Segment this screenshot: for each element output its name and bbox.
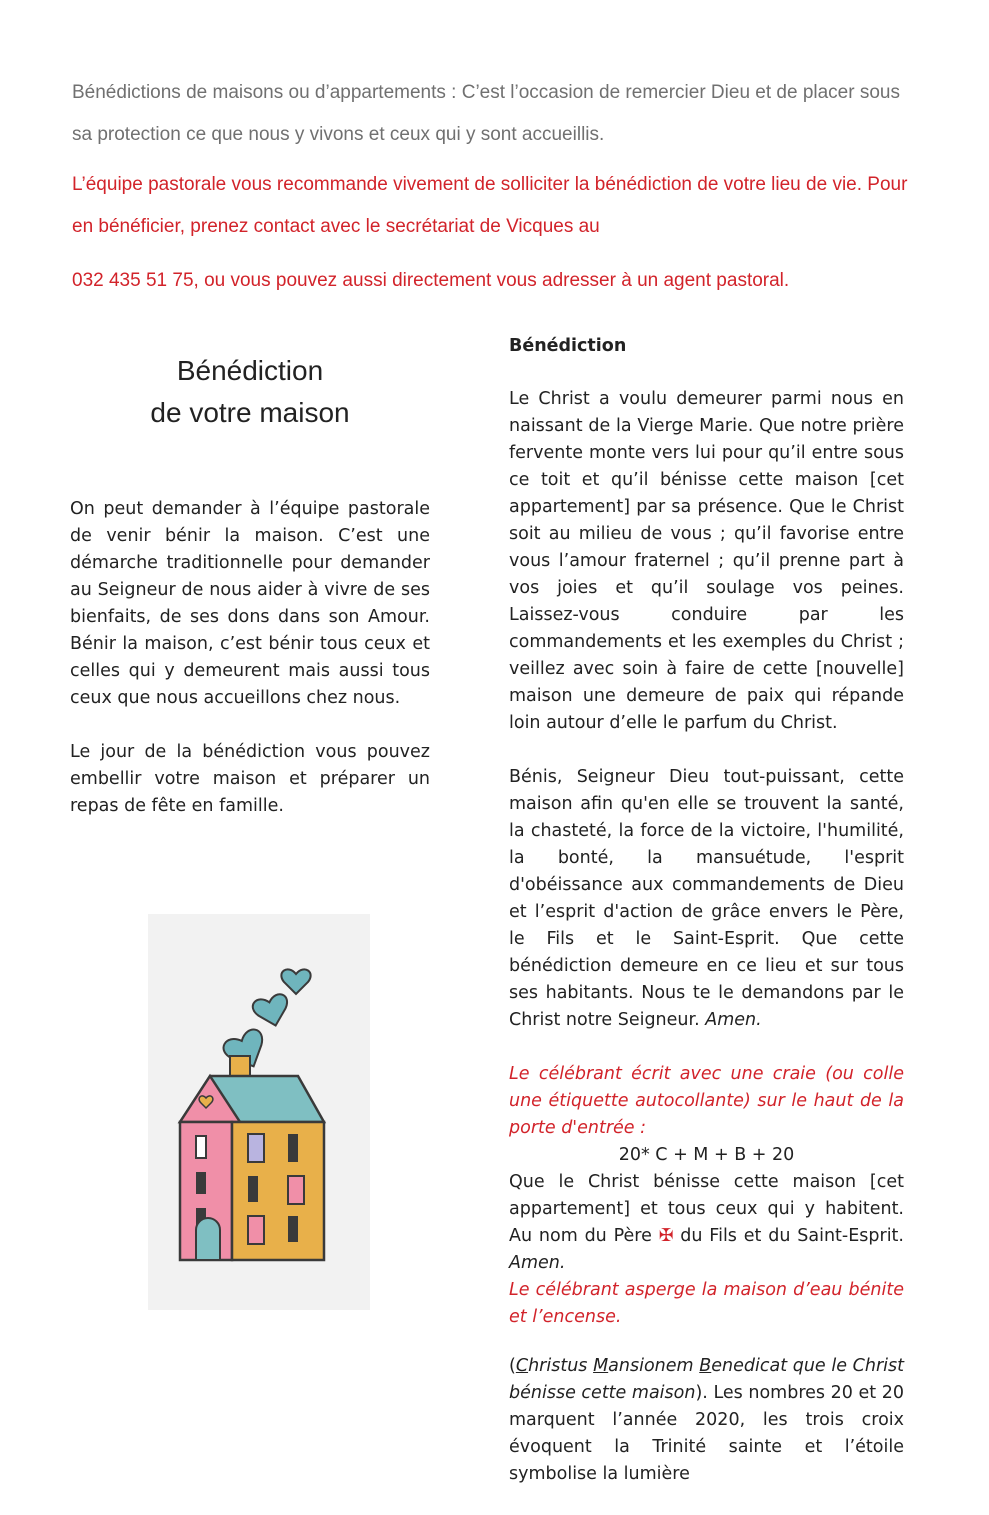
rubric-1: Le célébrant écrit avec une craie (ou colle une étiquette autocollante) sur le haut de la porte d'entrée : (509, 1064, 904, 1138)
latin-hristus: hristus (528, 1356, 594, 1376)
right-column (509, 333, 904, 1515)
intro-paragraph-3 (72, 260, 922, 302)
latin-ansionem: ansionem (608, 1356, 700, 1376)
right-paragraph-4 (509, 1353, 904, 1488)
intro-text-2: L’équipe pastorale vous recommande vivement de solliciter la bénédiction de votre lieu de vie. Pour en bénéficier, prenez contact avec le secrétariat de Vicques au (72, 174, 908, 237)
left-paragraph-1: On peut demander à l’équipe pastorale de venir bénir la maison. C’est une démarche traditionnelle pour demander au Seigneur de nous aider à vivre de ses bienfaits, de ses dons dans son Amour. Bénir la maison, c’est bénir tous ceux et celles qui y demeurent mais aussi tous ceux que nous accueillons chez nous. (70, 499, 430, 708)
latin-open: ( (509, 1356, 516, 1376)
latin-m: M (593, 1356, 609, 1376)
intro-paragraph-2 (72, 164, 922, 248)
intro-text-3: 032 435 51 75, ou vous pouvez aussi directement vous adresser à un agent pastoral. (72, 270, 790, 291)
right-paragraph-1: Le Christ a voulu demeurer parmi nous en naissant de la Vierge Marie. Que notre prière fervente monte vers lui pour qu’il entre sous ce toit et qu’il bénisse cette maison [cet appartement] par sa présence. Que le Christ soit au milieu de vous ; qu’il favorise entre vous l’amour fraternel ; qu’il prenne part à vos joies et qu’il soulage vos peines. Laissez-vous conduire par les commandements et les exemples du Christ ; veillez avec soin à faire de cette [nouvelle] maison une demeure de paix qui répande loin autour d’elle le parfum du Christ. (509, 389, 904, 733)
left-title (110, 350, 390, 434)
amen-text-2: Amen. (509, 1253, 566, 1273)
explanation-text: ). Les nombres 20 et 20 marquent l’année 2020, les trois croix évoquent la Trinité sainte et l’étoile symbolise la lumière (509, 1383, 905, 1484)
right-heading: Bénédiction (509, 336, 627, 356)
left-column (70, 496, 430, 847)
left-paragraph-2: Le jour de la bénédiction vous pouvez embellir votre maison et préparer un repas de fête en famille. (70, 742, 430, 816)
left-title-line-2: de votre maison (150, 397, 350, 428)
house-with-hearts-icon (148, 914, 370, 1310)
cross-icon: ✠ (658, 1226, 674, 1246)
right-paragraph-2 (509, 764, 904, 1034)
intro-paragraph-1 (72, 72, 922, 156)
intro-text-1: Bénédictions de maisons ou d’appartements : C’est l’occasion de remercier Dieu et de placer sous sa protection ce que nous y vivons et ceux qui y sont accueillis. (72, 82, 900, 145)
right-paragraph-3 (509, 1169, 904, 1277)
door-formula: 20* C + M + B + 20 (618, 1145, 795, 1165)
prayer-text: Bénis, Seigneur Dieu tout-puissant, cette maison afin qu'en elle se trouvent la santé, la chasteté, la force de la victoire, l'humilité, la bonté, la mansuétude, l'esprit d'obéissance aux commandements de Dieu et l’esprit d'action de grâce envers le Père, le Fils et le Saint-Esprit. Que cette bénédiction demeure en ce lieu et sur tous ses habitants. Nous te le demandons par le Christ notre Seigneur. (509, 767, 904, 1030)
blessing-text-a: Que le Christ bénisse cette maison [cet appartement] et tous ceux qui y habitent. Au nom du Père (509, 1172, 904, 1246)
rubric-2: Le célébrant asperge la maison d’eau bénite et l’encense. (509, 1280, 904, 1327)
left-title-line-1: Bénédiction (176, 355, 324, 386)
house-illustration (148, 914, 370, 1310)
latin-b: B (699, 1356, 712, 1376)
latin-enedicat: enedicat que le Christ bénisse cette maison (509, 1356, 904, 1403)
amen-text: Amen. (705, 1010, 762, 1030)
latin-c: C (515, 1356, 529, 1376)
blessing-text-b: du Fils et du Saint-Esprit. (680, 1226, 904, 1246)
